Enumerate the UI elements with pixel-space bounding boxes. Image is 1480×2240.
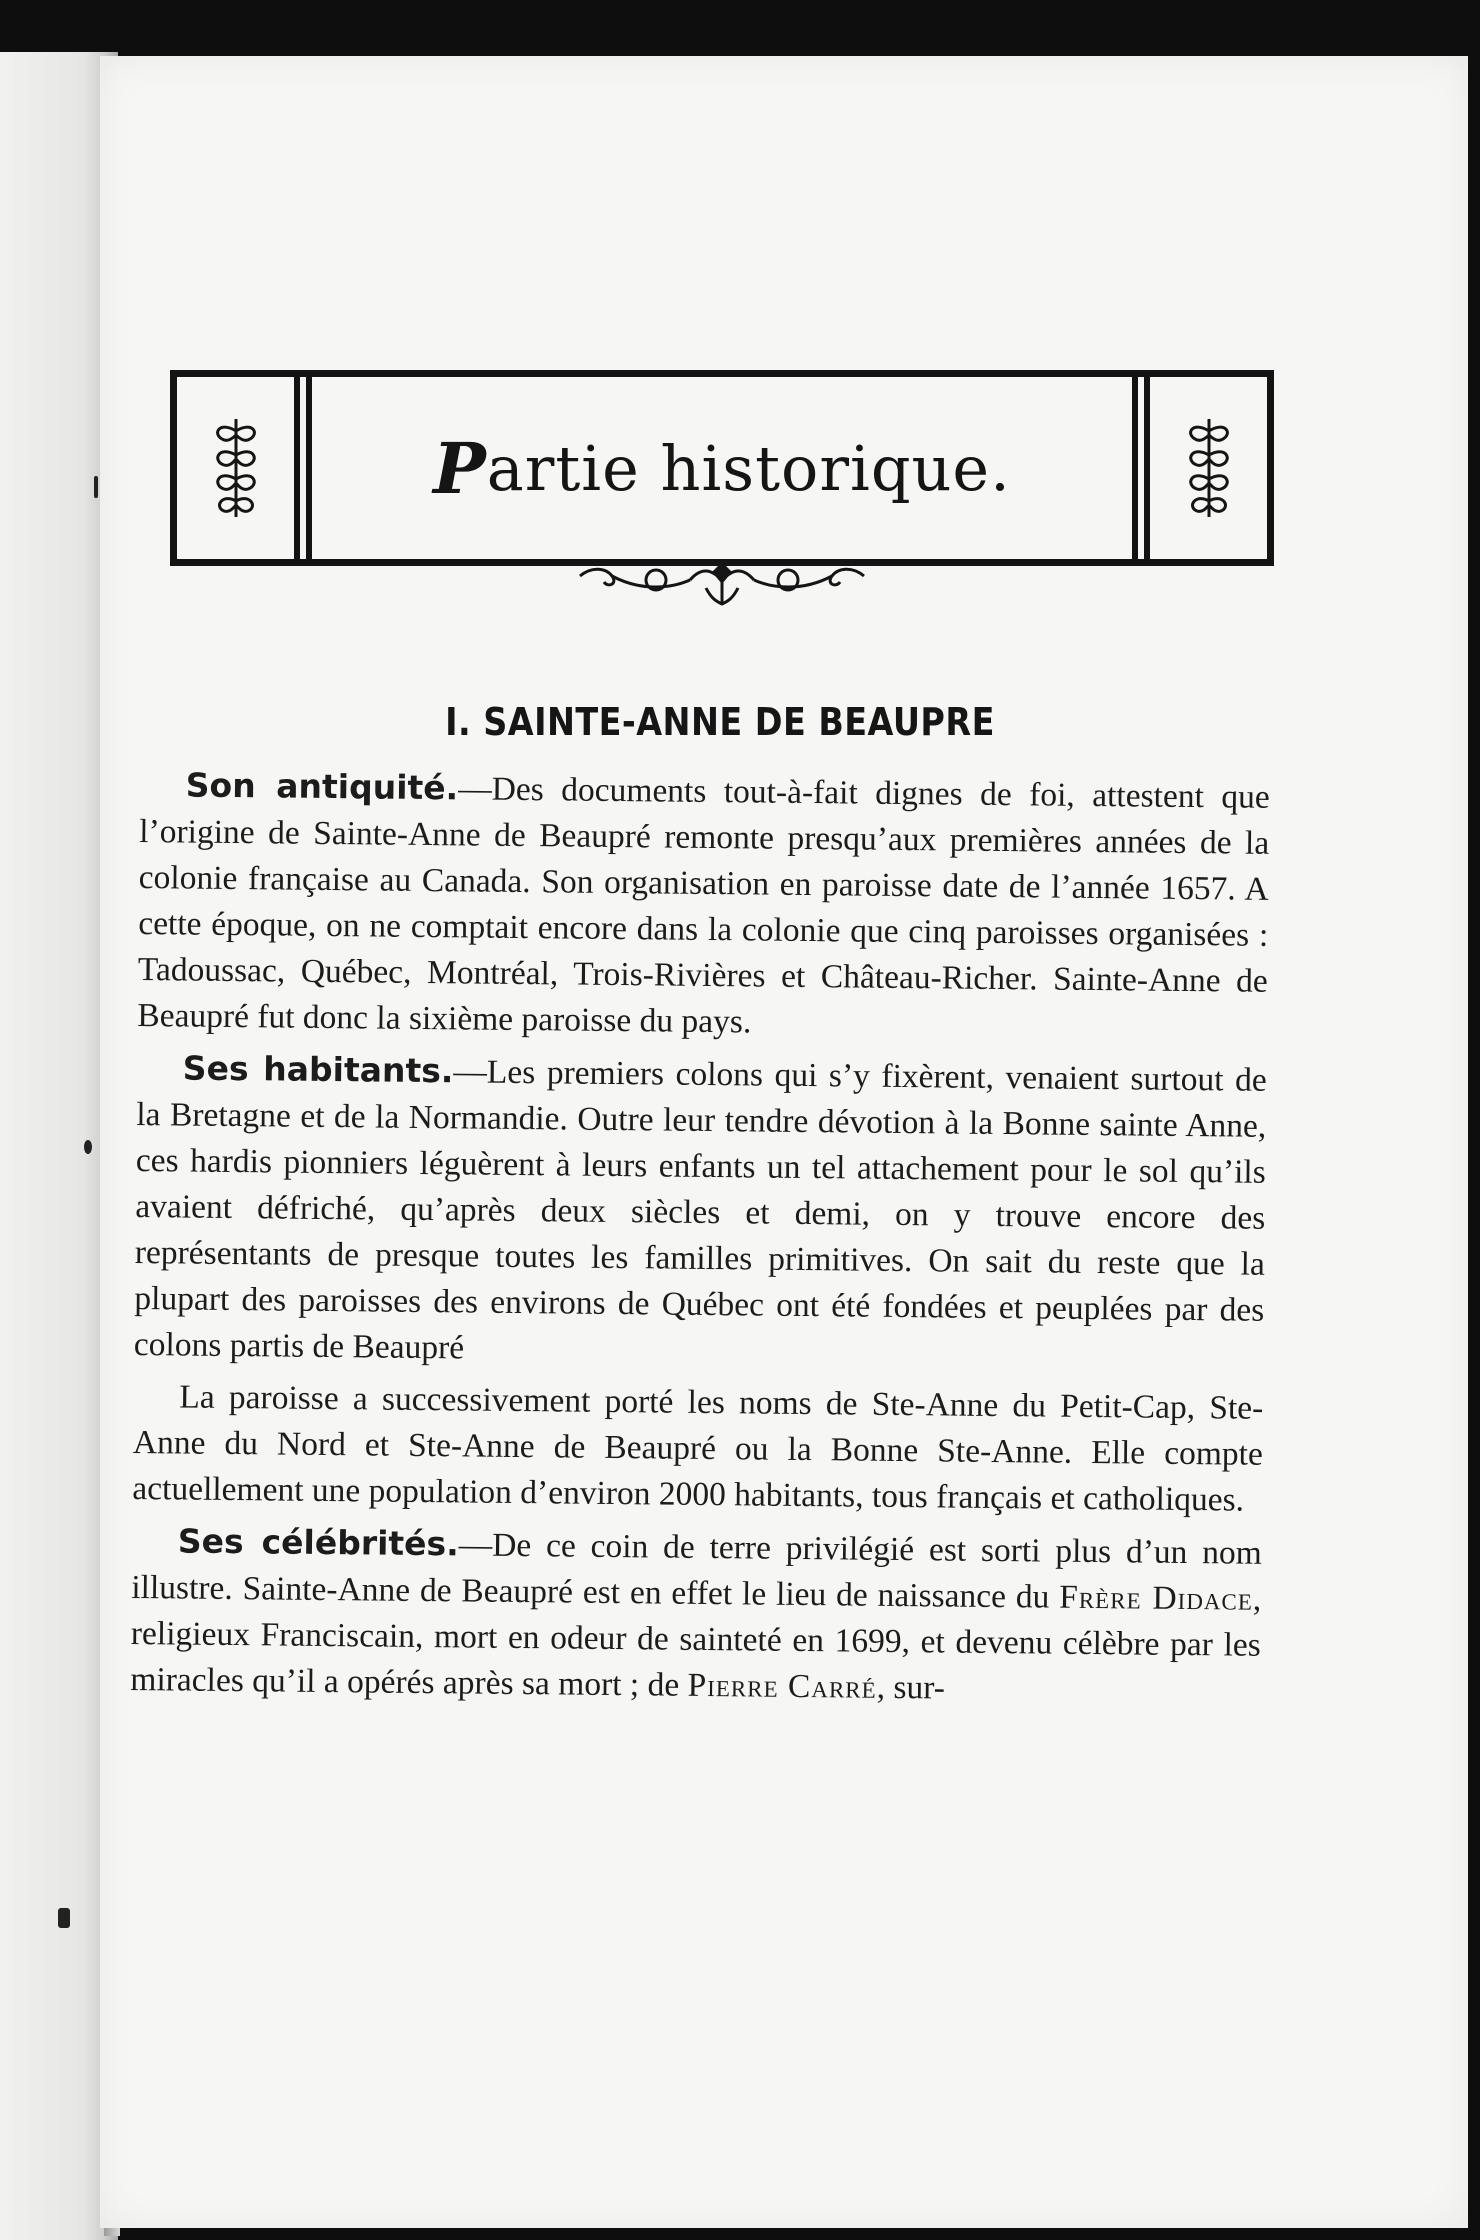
paragraph-heading: Son antiquité. <box>185 765 459 808</box>
paragraph-heading: Ses habitants. <box>182 1048 454 1091</box>
paragraph-heading: Ses célébrités. <box>177 1521 459 1564</box>
section-title <box>310 370 1134 566</box>
paragraph-text: , religieux Franciscain, mort en odeur de sainteté en 1699, et devenu célèbre par les miracles qu’il a opérés après sa mort ; de <box>130 1580 1262 1704</box>
paragraph-text: , sur- <box>876 1668 946 1707</box>
paragraph-text: —Des documents tout-à-fait dignes de foi, attestent que l’origine de Sainte-Anne de Beaupré remonte presqu’aux premières années de la colonie française au Canada. Son organisation en paroisse date de l’année 1657. A cette époque, on ne comptait encore dans la colonie que cinq paroisses organisées : Tadoussac, Québec, Montréal, Trois-Rivières et Château-Richer. Sainte-Anne de Beaupré fut donc la sixième paroisse du pays. <box>137 770 1270 1041</box>
person-name: Pierre Carré <box>687 1666 877 1706</box>
paragraph-text: —De ce coin de terre privilégié est sorti plus d’un nom illustre. Sainte-Anne de Beaupré est en effet le lieu de naissance du <box>131 1526 1262 1616</box>
title-cartouche <box>170 370 1274 566</box>
scroll-ornament-icon <box>572 558 872 618</box>
paragraph-text: La paroisse a successivement porté les noms de Ste-Anne du Petit-Cap, Ste-Anne du Nord et Ste-Anne de Beaupré ou la Bonne Ste-Anne. Elle compte actuellement une population d’environ 2000 habitants, tous français et catholiques. <box>132 1378 1264 1519</box>
section-title-text: artie historique. <box>486 431 1011 505</box>
paragraph-parish-names <box>132 1374 1263 1524</box>
body-text <box>130 762 1270 1721</box>
person-name: Frère Didace <box>1059 1578 1254 1618</box>
decorated-initial: P <box>433 426 487 510</box>
paragraph-antiquity <box>137 762 1270 1051</box>
paragraph-celebrities <box>130 1518 1262 1715</box>
floral-ornament-right-icon <box>1150 370 1267 566</box>
chapter-title: I. SAINTE-ANNE DE BEAUPRE <box>445 700 995 744</box>
cartouche-rule-left-1 <box>294 370 300 566</box>
floral-ornament-left-icon <box>177 370 294 566</box>
paragraph-inhabitants <box>134 1045 1267 1380</box>
paragraph-text: —Les premiers colons qui s’y fixèrent, venaient surtout de la Bretagne et de la Normandie. Outre leur tendre dévotion à la Bonne sainte Anne, ces hardis pionniers léguèrent à leurs enfants un tel attachement pour le sol qu’ils avaient défriché, qu’après deux siècles et demi, on y trouve encore des représentants de presque toutes les familles primitives. On sait du reste que la plupart des paroisses des environs de Québec ont été fondées et peuplées par des colons partis de Beaupré <box>133 1053 1267 1367</box>
